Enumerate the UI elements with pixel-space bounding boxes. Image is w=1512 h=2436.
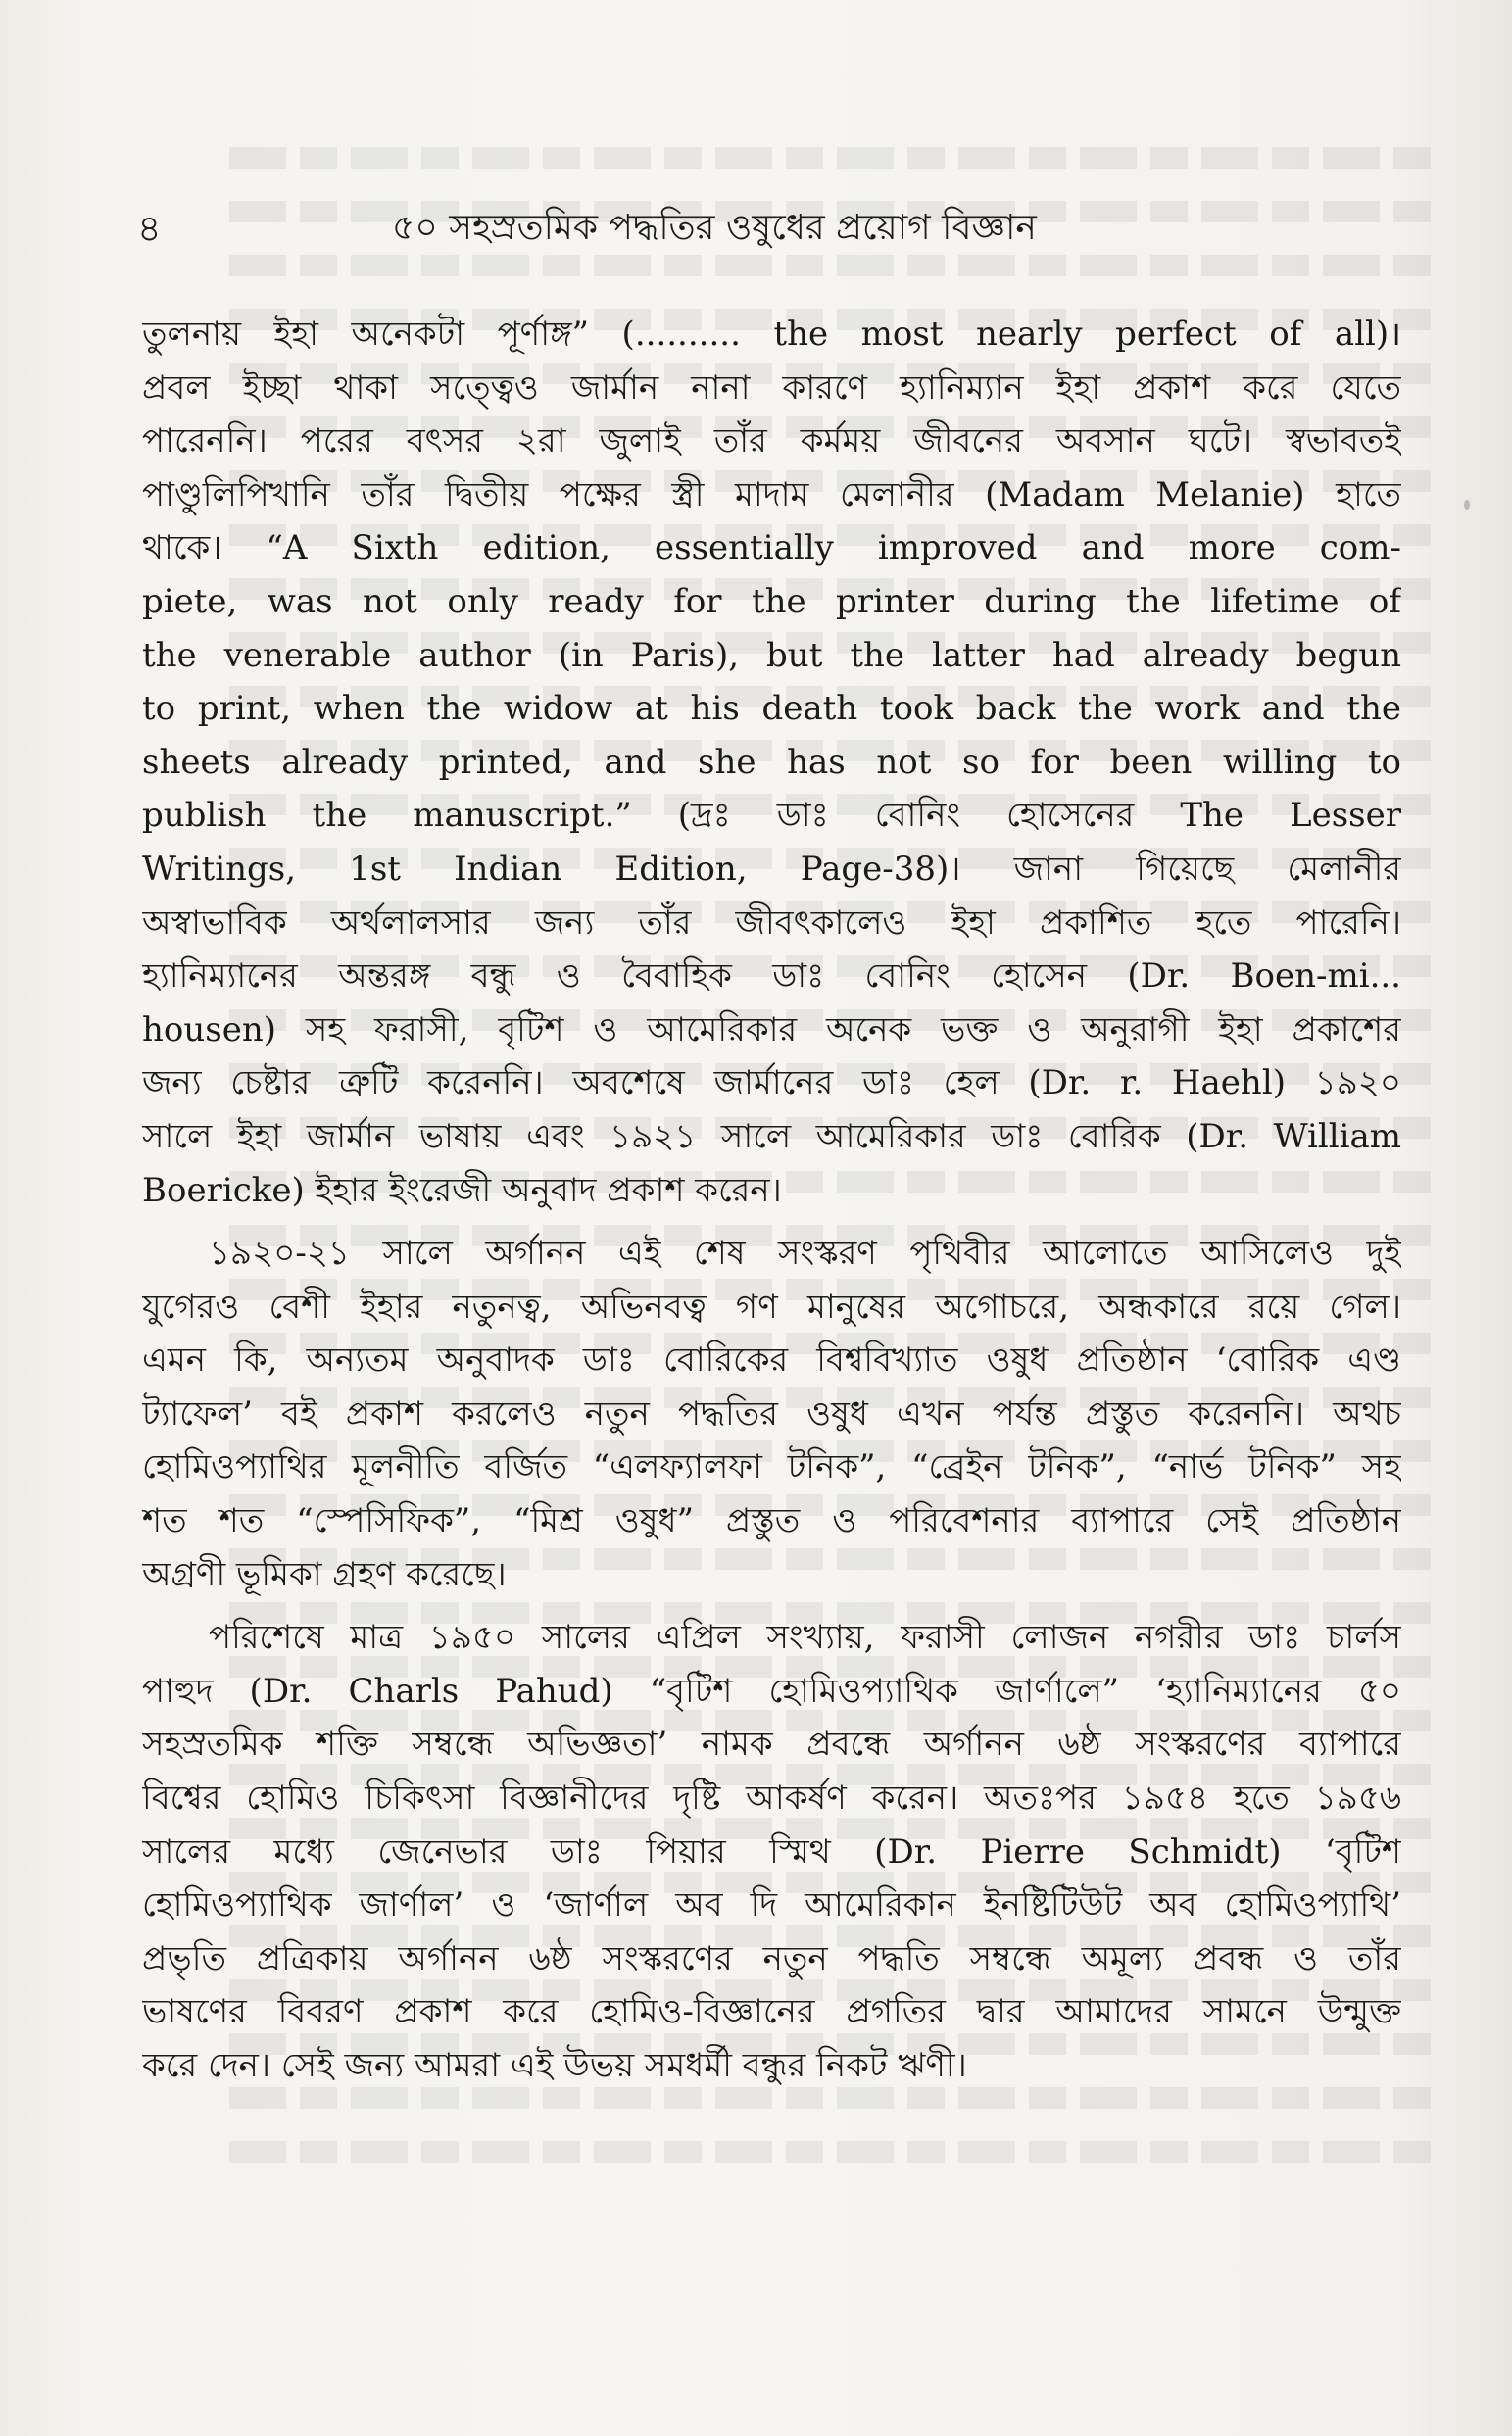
text-line: শত শত “স্পেসিফিক”, “মিশ্র ওষুধ” প্রস্তুত ও পরিবেশনার ব্যাপারে সেই প্রতিষ্ঠান xyxy=(142,1501,1401,1541)
text-line: ট্যাফেল’ বই প্রকাশ করলেও নতুন পদ্ধতির ওষুধ এখন পর্যন্ত প্রস্তুত করেননি। অথচ xyxy=(142,1393,1401,1434)
text-line: প্রবল ইচ্ছা থাকা সত্ত্বেও জার্মান নানা কারণে হ্যানিম্যান ইহা প্রকাশ করে যেতে xyxy=(142,367,1401,408)
text-line: পারেননি। পরের বৎসর ২রা জুলাই তাঁর কর্মময় জীবনের অবসান ঘটে। স্বভাবতই xyxy=(142,421,1401,462)
text-line: publish the manuscript.” (দ্রঃ ডাঃ বোনিং হোসেনের The Lesser xyxy=(142,796,1401,836)
book-title: ৫০ সহস্রতমিক পদ্ধতির ওষুধের প্রয়োগ বিজ্ঞান xyxy=(392,208,1037,248)
text-line: করে দেন। সেই জন্য আমরা এই উভয় সমধর্মী বন্ধুর নিকট ঋণী। xyxy=(142,2046,967,2085)
text-line: সালের মধ্যে জেনেভার ডাঃ পিয়ার স্মিথ (Dr. Pierre Schmidt) ‘বৃটিশ xyxy=(142,1831,1401,1872)
text-line: বিশ্বের হোমিও চিকিৎসা বিজ্ঞানীদের দৃষ্টি আকর্ষণ করেন। অতঃপর ১৯৫৪ হতে ১৯৫৬ xyxy=(142,1778,1401,1819)
text-line: হ্যানিম্যানের অন্তরঙ্গ বন্ধু ও বৈবাহিক ডাঃ বোনিং হোসেন (Dr. Boen-mi... xyxy=(142,956,1401,997)
text-line: Boericke) ইহার ইংরেজী অনুবাদ প্রকাশ করেন। xyxy=(142,1170,782,1210)
text-line: Writings, 1st Indian Edition, Page-38)। জানা গিয়েছে মেলানীর xyxy=(142,849,1401,889)
text-line: প্রভৃতি প্রত্রিকায় অর্গানন ৬ষ্ঠ সংস্করণের নতুন পদ্ধতি সম্বন্ধে অমূল্য প্রবন্ধ ও তাঁর xyxy=(142,1938,1401,1978)
text-line: যুগেরও বেশী ইহার নতুনত্ব, অভিনবত্ব গণ মানুষের অগোচরে, অন্ধকারে রয়ে গেল। xyxy=(142,1287,1401,1327)
text-line: সালে ইহা জার্মান ভাষায় এবং ১৯২১ সালে আমেরিকার ডাঃ বোরিক (Dr. William xyxy=(142,1116,1401,1156)
text-line: এমন কি, অন্যতম অনুবাদক ডাঃ বোরিকের বিশ্ববিখ্যাত ওষুধ প্রতিষ্ঠান ‘বোরিক এণ্ড xyxy=(142,1340,1401,1381)
text-line: হোমিওপ্যাথির মূলনীতি বর্জিত “এলফ্যালফা টনিক”, “ব্রেইন টনিক”, “নার্ভ টনিক” সহ xyxy=(142,1447,1401,1487)
text-line: হোমিওপ্যাথিক জার্ণাল’ ও ‘জার্ণাল অব দি আমেরিকান ইনষ্টিটিউট অব হোমিওপ্যাথি’ xyxy=(142,1885,1401,1925)
margin-mark xyxy=(1464,500,1470,510)
text-line: সহস্রতমিক শক্তি সম্বন্ধে অভিজ্ঞতা’ নামক প্রবন্ধে অর্গানন ৬ষ্ঠ সংস্করণের ব্যাপারে xyxy=(142,1725,1401,1765)
page-number: ৪ xyxy=(137,207,162,250)
text-line: পাহুদ (Dr. Charls Pahud) “বৃটিশ হোমিওপ্যাথিক জার্ণালে” ‘হ্যানিম্যানের ৫০ xyxy=(142,1671,1401,1711)
text-line: to print, when the widow at his death took back the work and the xyxy=(142,689,1401,729)
text-line: জন্য চেষ্টার ত্রুটি করেননি। অবশেষে জার্মানের ডাঃ হেল (Dr. r. Haehl) ১৯২০ xyxy=(142,1063,1401,1103)
paragraph-3 xyxy=(142,1611,1401,2092)
text-line: piete, was not only ready for the printer during the lifetime of xyxy=(142,581,1401,621)
text-line: sheets already printed, and she has not so for been willing to xyxy=(142,742,1401,782)
text-line: অস্বাভাবিক অর্থলালসার জন্য তাঁর জীবৎকালেও ইহা প্রকাশিত হতে পারেনি। xyxy=(142,902,1401,943)
text-line: housen) সহ ফরাসী, বৃটিশ ও আমেরিকার অনেক ভক্ত ও অনুরাগী ইহা প্রকাশের xyxy=(142,1009,1401,1049)
text-line: অগ্রণী ভূমিকা গ্রহণ করেছে। xyxy=(142,1554,507,1594)
text-line: the venerable author (in Paris), but the latter had already begun xyxy=(142,635,1401,675)
text-line: ১৯২০-২১ সালে অর্গানন এই শেষ সংস্করণ পৃথিবীর আলোতে আসিলেও দুই xyxy=(209,1234,1401,1274)
text-line: তুলনায় ইহা অনেকটা পূর্ণাঙ্গ” (.......... the most nearly perfect of all)। xyxy=(142,315,1401,354)
text-line: থাকে। “A Sixth edition, essentially improved and more com- xyxy=(142,528,1401,568)
text-line: পরিশেষে মাত্র ১৯৫০ সালের এপ্রিল সংখ্যায়, ফরাসী লোজন নগরীর ডাঃ চার্লস xyxy=(209,1618,1401,1658)
running-header xyxy=(137,199,1382,258)
paragraph-2 xyxy=(142,1227,1401,1601)
text-line: পাণ্ডুলিপিখানি তাঁর দ্বিতীয় পক্ষের স্ত্রী মাদাম মেলানীর (Madam Melanie) হাতে xyxy=(142,474,1401,514)
body-text xyxy=(142,308,1401,2093)
text-line: ভাষণের বিবরণ প্রকাশ করে হোমিও-বিজ্ঞানের প্রগতির দ্বার আমাদের সামনে উন্মুক্ত xyxy=(142,1992,1401,2032)
paragraph-1 xyxy=(142,308,1401,1217)
